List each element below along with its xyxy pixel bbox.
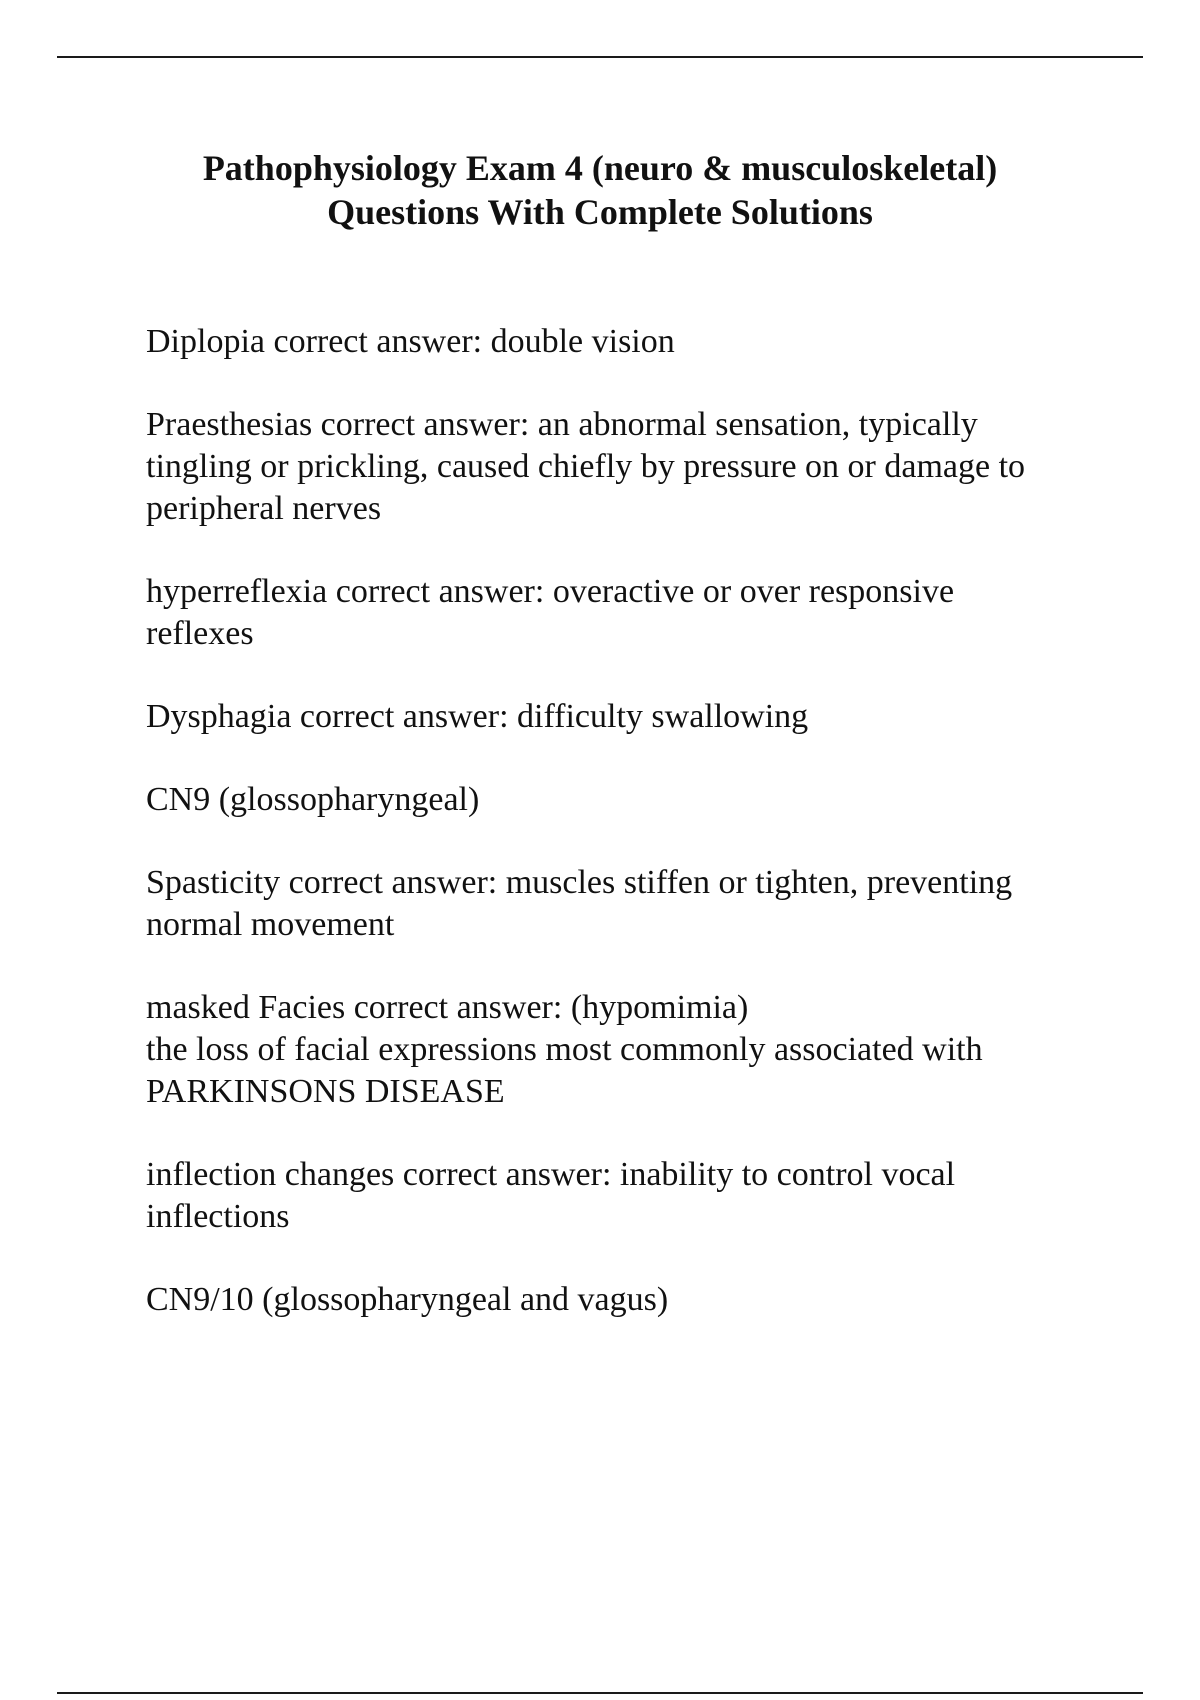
top-rule (57, 56, 1143, 58)
entry-line: hyperreflexia correct answer: overactive or over responsive (146, 573, 955, 610)
qa-entry-spasticity (146, 862, 1106, 946)
entry-line: inflection changes correct answer: inability to control vocal (146, 1156, 956, 1193)
title-line-2: Questions With Complete Solutions (327, 192, 873, 232)
title-line-1: Pathophysiology Exam 4 (neuro & musculoskeletal) (202, 148, 998, 188)
entry-line: Diplopia correct answer: double vision (146, 323, 675, 360)
entry-line: CN9 (glossopharyngeal) (146, 781, 480, 818)
qa-entry-masked-facies (146, 987, 1106, 1113)
page-title (60, 146, 1140, 234)
entry-line: reflexes (146, 615, 254, 652)
entry-line: tingling or prickling, caused chiefly by pressure on or damage to (146, 448, 1026, 485)
qa-entry-praesthesias (146, 404, 1106, 530)
entry-line: Praesthesias correct answer: an abnormal sensation, typically (146, 406, 978, 443)
entry-line: CN9/10 (glossopharyngeal and vagus) (146, 1281, 669, 1318)
qa-entry-diplopia (146, 321, 1106, 363)
qa-list (146, 321, 1106, 1362)
entry-line: the loss of facial expressions most commonly associated with (146, 1031, 983, 1068)
entry-line: Spasticity correct answer: muscles stiffen or tighten, preventing (146, 864, 1013, 901)
qa-entry-cn9 (146, 779, 1106, 821)
qa-entry-hyperreflexia (146, 571, 1106, 655)
entry-line: inflections (146, 1198, 290, 1235)
qa-entry-inflection-changes (146, 1154, 1106, 1238)
entry-line: masked Facies correct answer: (hypomimia) (146, 989, 749, 1026)
entry-line: Dysphagia correct answer: difficulty swallowing (146, 698, 809, 735)
qa-entry-cn9-10 (146, 1279, 1106, 1321)
entry-line: normal movement (146, 906, 395, 943)
entry-line: peripheral nerves (146, 490, 382, 527)
qa-entry-dysphagia (146, 696, 1106, 738)
entry-line: PARKINSONS DISEASE (146, 1073, 505, 1110)
bottom-rule (57, 1692, 1143, 1694)
